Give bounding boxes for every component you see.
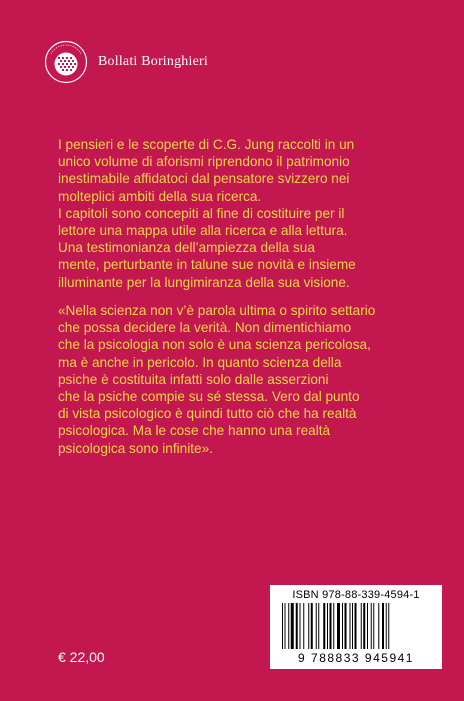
quote-line: psicologica. Ma le cose che hanno una realtà <box>58 423 331 439</box>
quote-line: ma è anche in pericolo. In quanto scienza della <box>58 354 342 370</box>
barcode-bar <box>361 603 362 649</box>
barcode-bar <box>345 603 347 649</box>
barcode-bar <box>303 603 304 649</box>
barcode-bar <box>367 603 368 649</box>
barcode-bar <box>296 603 298 649</box>
barcode-bar <box>282 603 283 649</box>
isbn-number: ISBN 978-88-339-4594-1 <box>292 589 420 601</box>
jung-quote <box>58 302 418 457</box>
publisher-header <box>44 40 208 84</box>
back-cover-blurb <box>58 136 418 291</box>
blurb-line: Una testimonianza dell’ampiezza della sua <box>58 240 315 256</box>
publisher-logo-icon <box>44 40 88 84</box>
barcode-bar <box>333 603 334 649</box>
barcode-bar <box>285 603 286 649</box>
blurb-line: illuminante per la lungimiranza della sua visione. <box>58 274 350 290</box>
barcode-bar <box>352 603 353 649</box>
barcode-bar <box>382 603 384 649</box>
quote-line: psiche è costituita infatti solo dalle asserzioni <box>58 371 329 387</box>
blurb-line: molteplici ambiti della sua ricerca. <box>58 188 262 204</box>
barcode-bar <box>330 603 332 649</box>
quote-line: che la psiche compie su sé stessa. Vero dal punto <box>58 389 360 405</box>
blurb-line: unico volume di aforismi riprendono il patrimonio <box>58 154 350 170</box>
barcode-bar <box>288 603 289 649</box>
quote-line: «Nella scienza non v’è parola ultima o spirito settario <box>58 303 376 318</box>
barcode-bar <box>350 603 351 649</box>
barcode-bar <box>337 603 340 649</box>
barcode-bars <box>280 603 432 651</box>
barcode-bar <box>355 603 357 649</box>
barcode-bar <box>311 603 313 649</box>
barcode-bar <box>373 603 374 649</box>
price-label: € 22,00 <box>58 649 105 665</box>
barcode-bar <box>363 603 365 649</box>
barcode-bar <box>291 603 294 649</box>
barcode-bar <box>386 603 387 649</box>
barcode-bar <box>327 603 328 649</box>
barcode-bar <box>342 603 343 649</box>
barcode-bar <box>316 603 317 649</box>
quote-line: che la psicologia non solo è una scienza pericolosa, <box>58 337 371 353</box>
blurb-line: inestimabile affidatoci dal pensatore svizzero nei <box>58 171 350 187</box>
barcode-bar <box>388 603 389 649</box>
barcode-bar <box>318 603 319 649</box>
isbn-barcode <box>270 585 442 669</box>
barcode-bar <box>300 603 301 649</box>
blurb-line: I capitoli sono concepiti al fine di costituire per il <box>58 205 345 221</box>
publisher-name: Bollati Boringhieri <box>98 54 208 69</box>
quote-line: che possa decidere la verità. Non dimentichiamo <box>58 320 352 336</box>
barcode-bar <box>371 603 372 649</box>
barcode-bar <box>323 603 325 649</box>
quote-line: psicologica sono infinite». <box>58 440 213 456</box>
blurb-line: I pensieri e le scoperte di C.G. Jung raccolti in un <box>58 137 355 152</box>
blurb-line: mente, perturbante in talune sue novità e insieme <box>58 257 356 273</box>
barcode-bar <box>378 603 379 649</box>
blurb-line: lettore una mappa utile alla ricerca e alla lettura. <box>58 223 348 239</box>
barcode-bar <box>308 603 309 649</box>
quote-line: di vista psicologico è quindi tutto ciò che ha realtà <box>58 406 357 422</box>
ean-number: 9 788833 945941 <box>298 651 414 665</box>
